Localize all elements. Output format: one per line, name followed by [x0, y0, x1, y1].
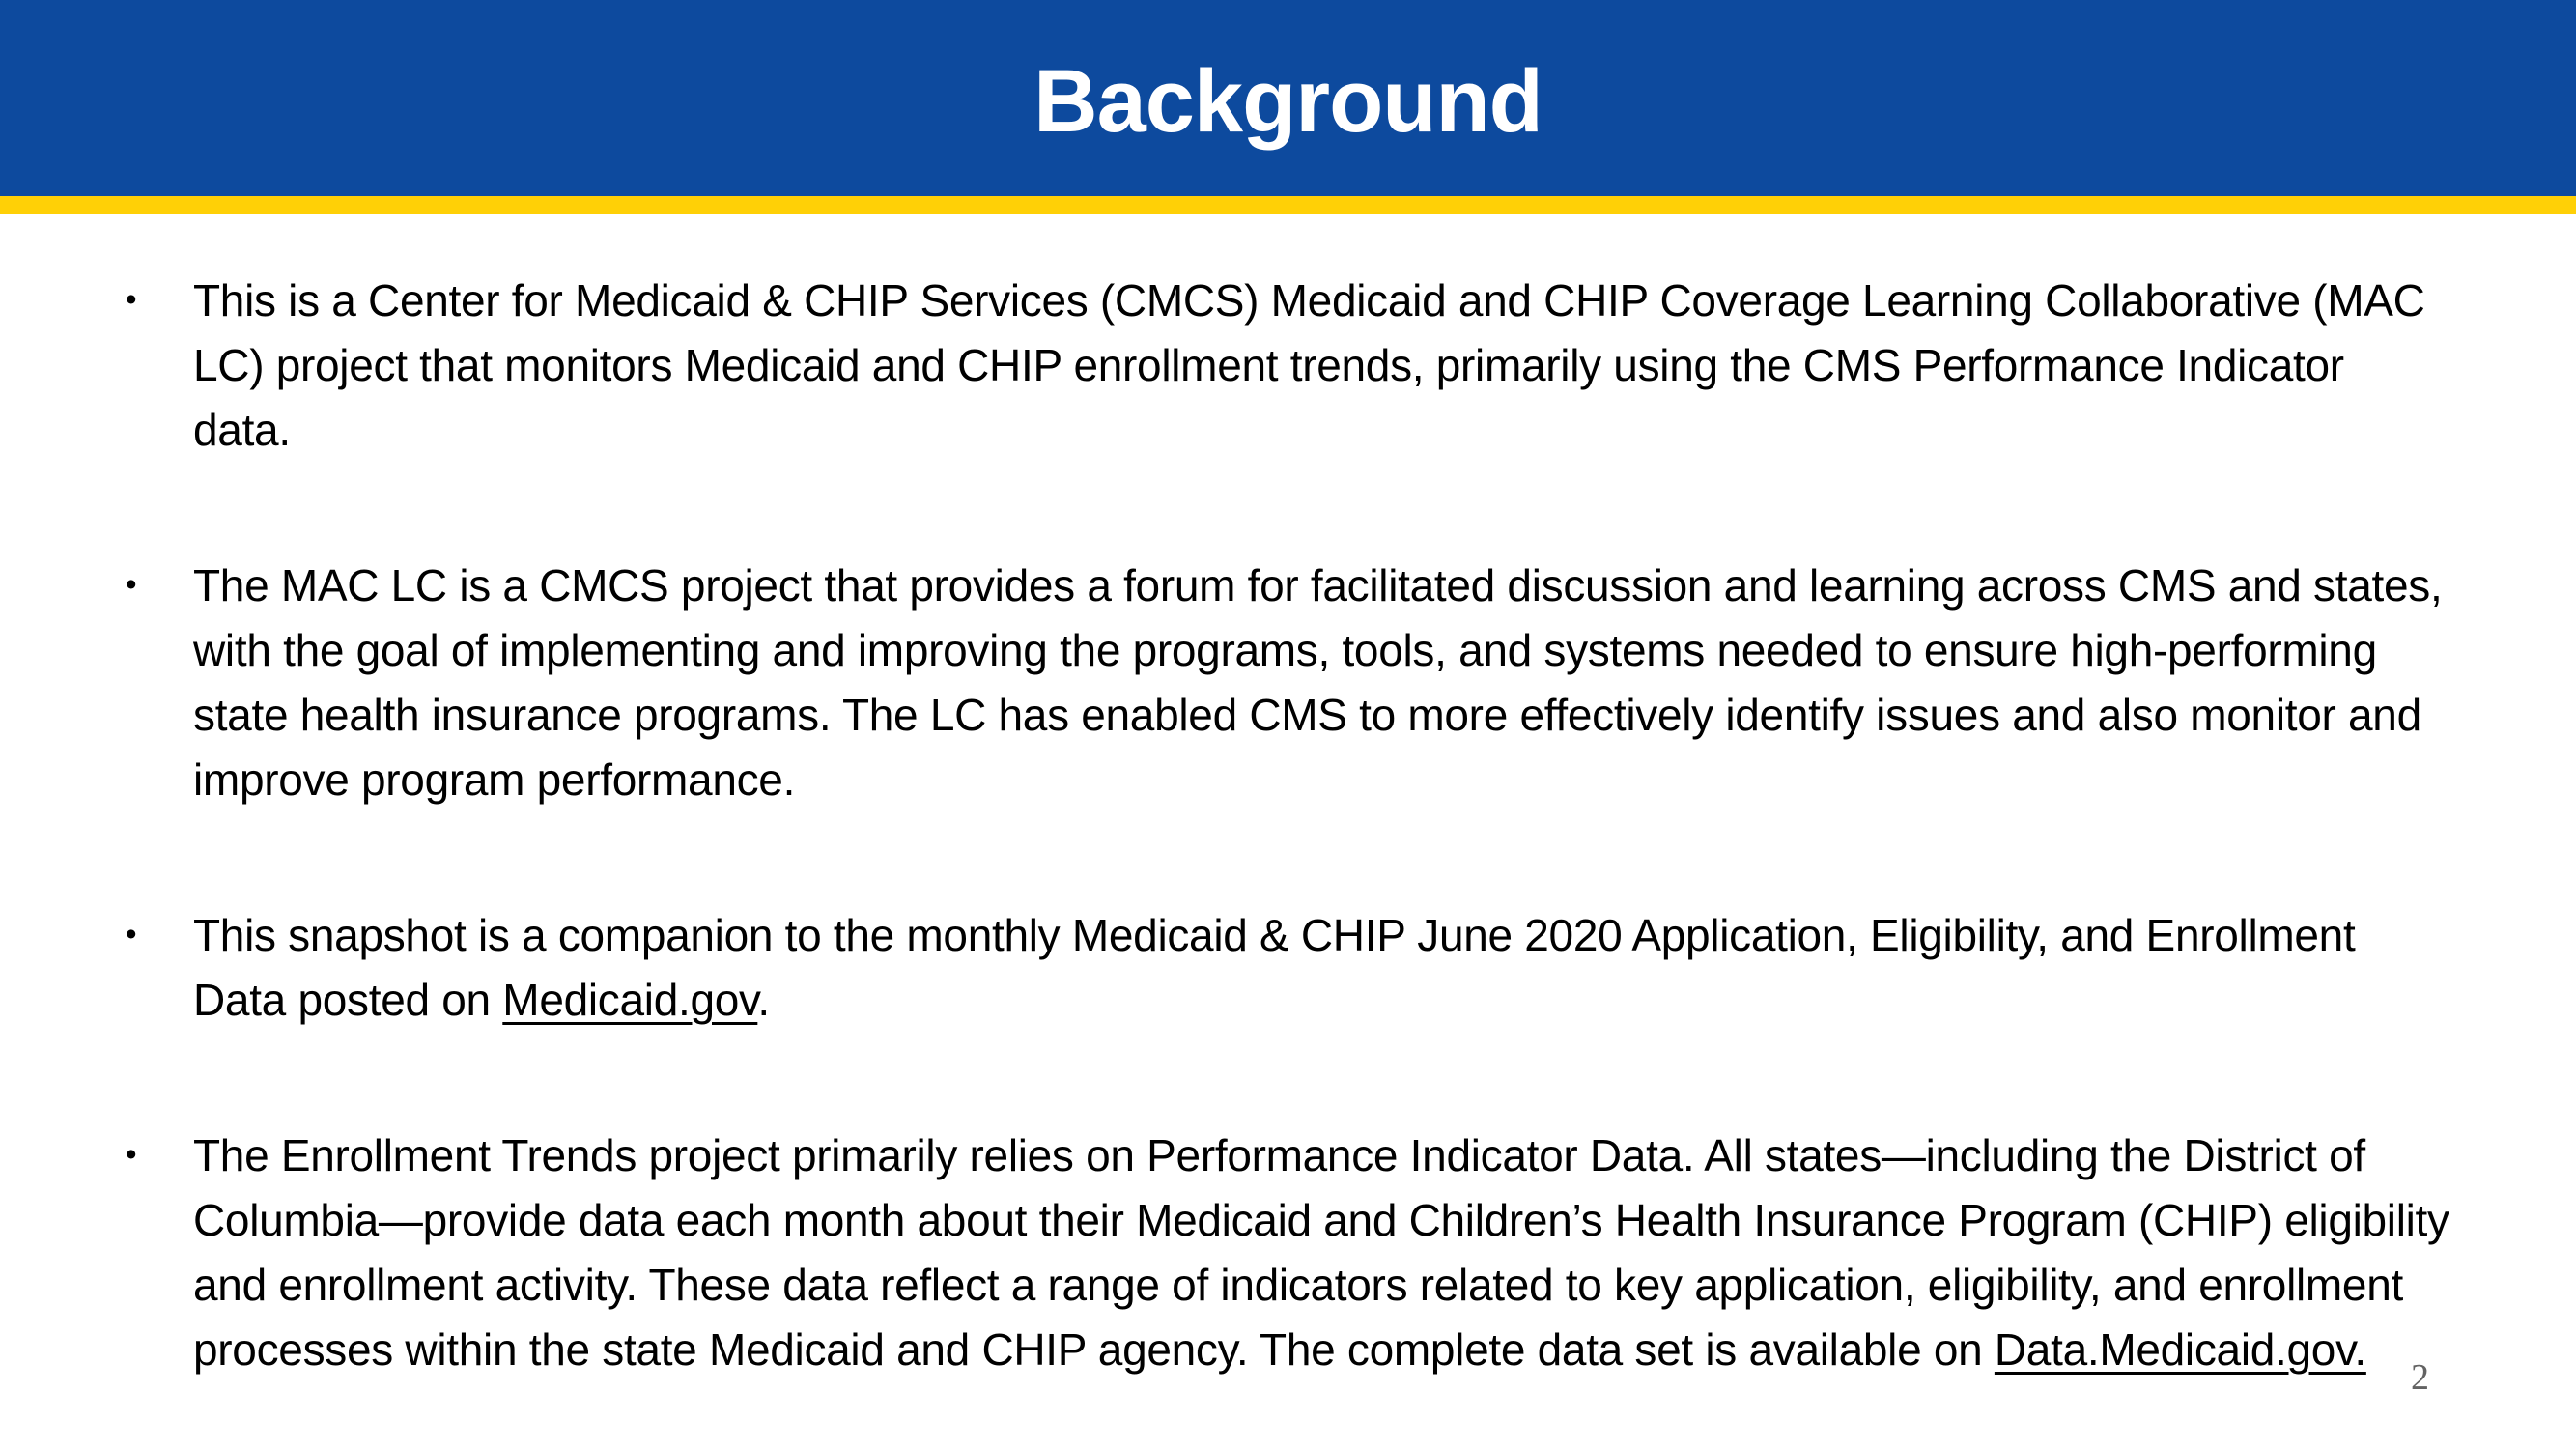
- accent-bar: [0, 196, 2576, 214]
- medicaid-gov-link[interactable]: Medicaid.gov: [502, 974, 758, 1025]
- bullet-marker-icon: •: [126, 1136, 137, 1173]
- bullet-text: This snapshot is a companion to the monthly Medicaid & CHIP June 2020 Application, Eligibility, and Enrollment Data posted on: [193, 909, 2356, 1025]
- page-number: 2: [2411, 1357, 2429, 1398]
- bullet-marker-icon: •: [126, 566, 137, 603]
- bullet-text: This is a Center for Medicaid & CHIP Services (CMCS) Medicaid and CHIP Coverage Learning Collaborative (MAC LC) project that monitors Medicaid and CHIP enrollment trends, primarily using the CMS Performance Indicator data.: [193, 275, 2425, 455]
- bullet-list: [126, 269, 2450, 1382]
- slide-header: [0, 0, 2576, 196]
- bullet-text: The Enrollment Trends project primarily relies on Performance Indicator Data. All states—including the District of Columbia—provide data each month about their Medicaid and Children’s Health Insurance Program (CHIP) eligibility and enrollment activity. These data reflect a range of indicators related to key application, eligibility, and enrollment processes within the state Medicaid and CHIP agency. The complete data set is available on: [193, 1129, 2449, 1375]
- bullet-marker-icon: •: [126, 916, 137, 952]
- bullet-item: [126, 554, 2450, 812]
- bullet-item: [126, 269, 2450, 463]
- bullet-item: [126, 1123, 2450, 1382]
- bullet-marker-icon: •: [126, 282, 137, 318]
- data-medicaid-gov-link[interactable]: Data.Medicaid.gov.: [1994, 1323, 2366, 1375]
- bullet-text: .: [757, 974, 770, 1025]
- bullet-text: The MAC LC is a CMCS project that provides a forum for facilitated discussion and learning across CMS and states, with the goal of implementing and improving the programs, tools, and systems needed to ensure high-performing state health insurance programs. The LC has enabled CMS to more effectively identify issues and also monitor and improve program performance.: [193, 559, 2443, 805]
- bullet-item: [126, 903, 2450, 1033]
- page-title: Background: [1033, 51, 1543, 151]
- slide-body: [0, 214, 2576, 1382]
